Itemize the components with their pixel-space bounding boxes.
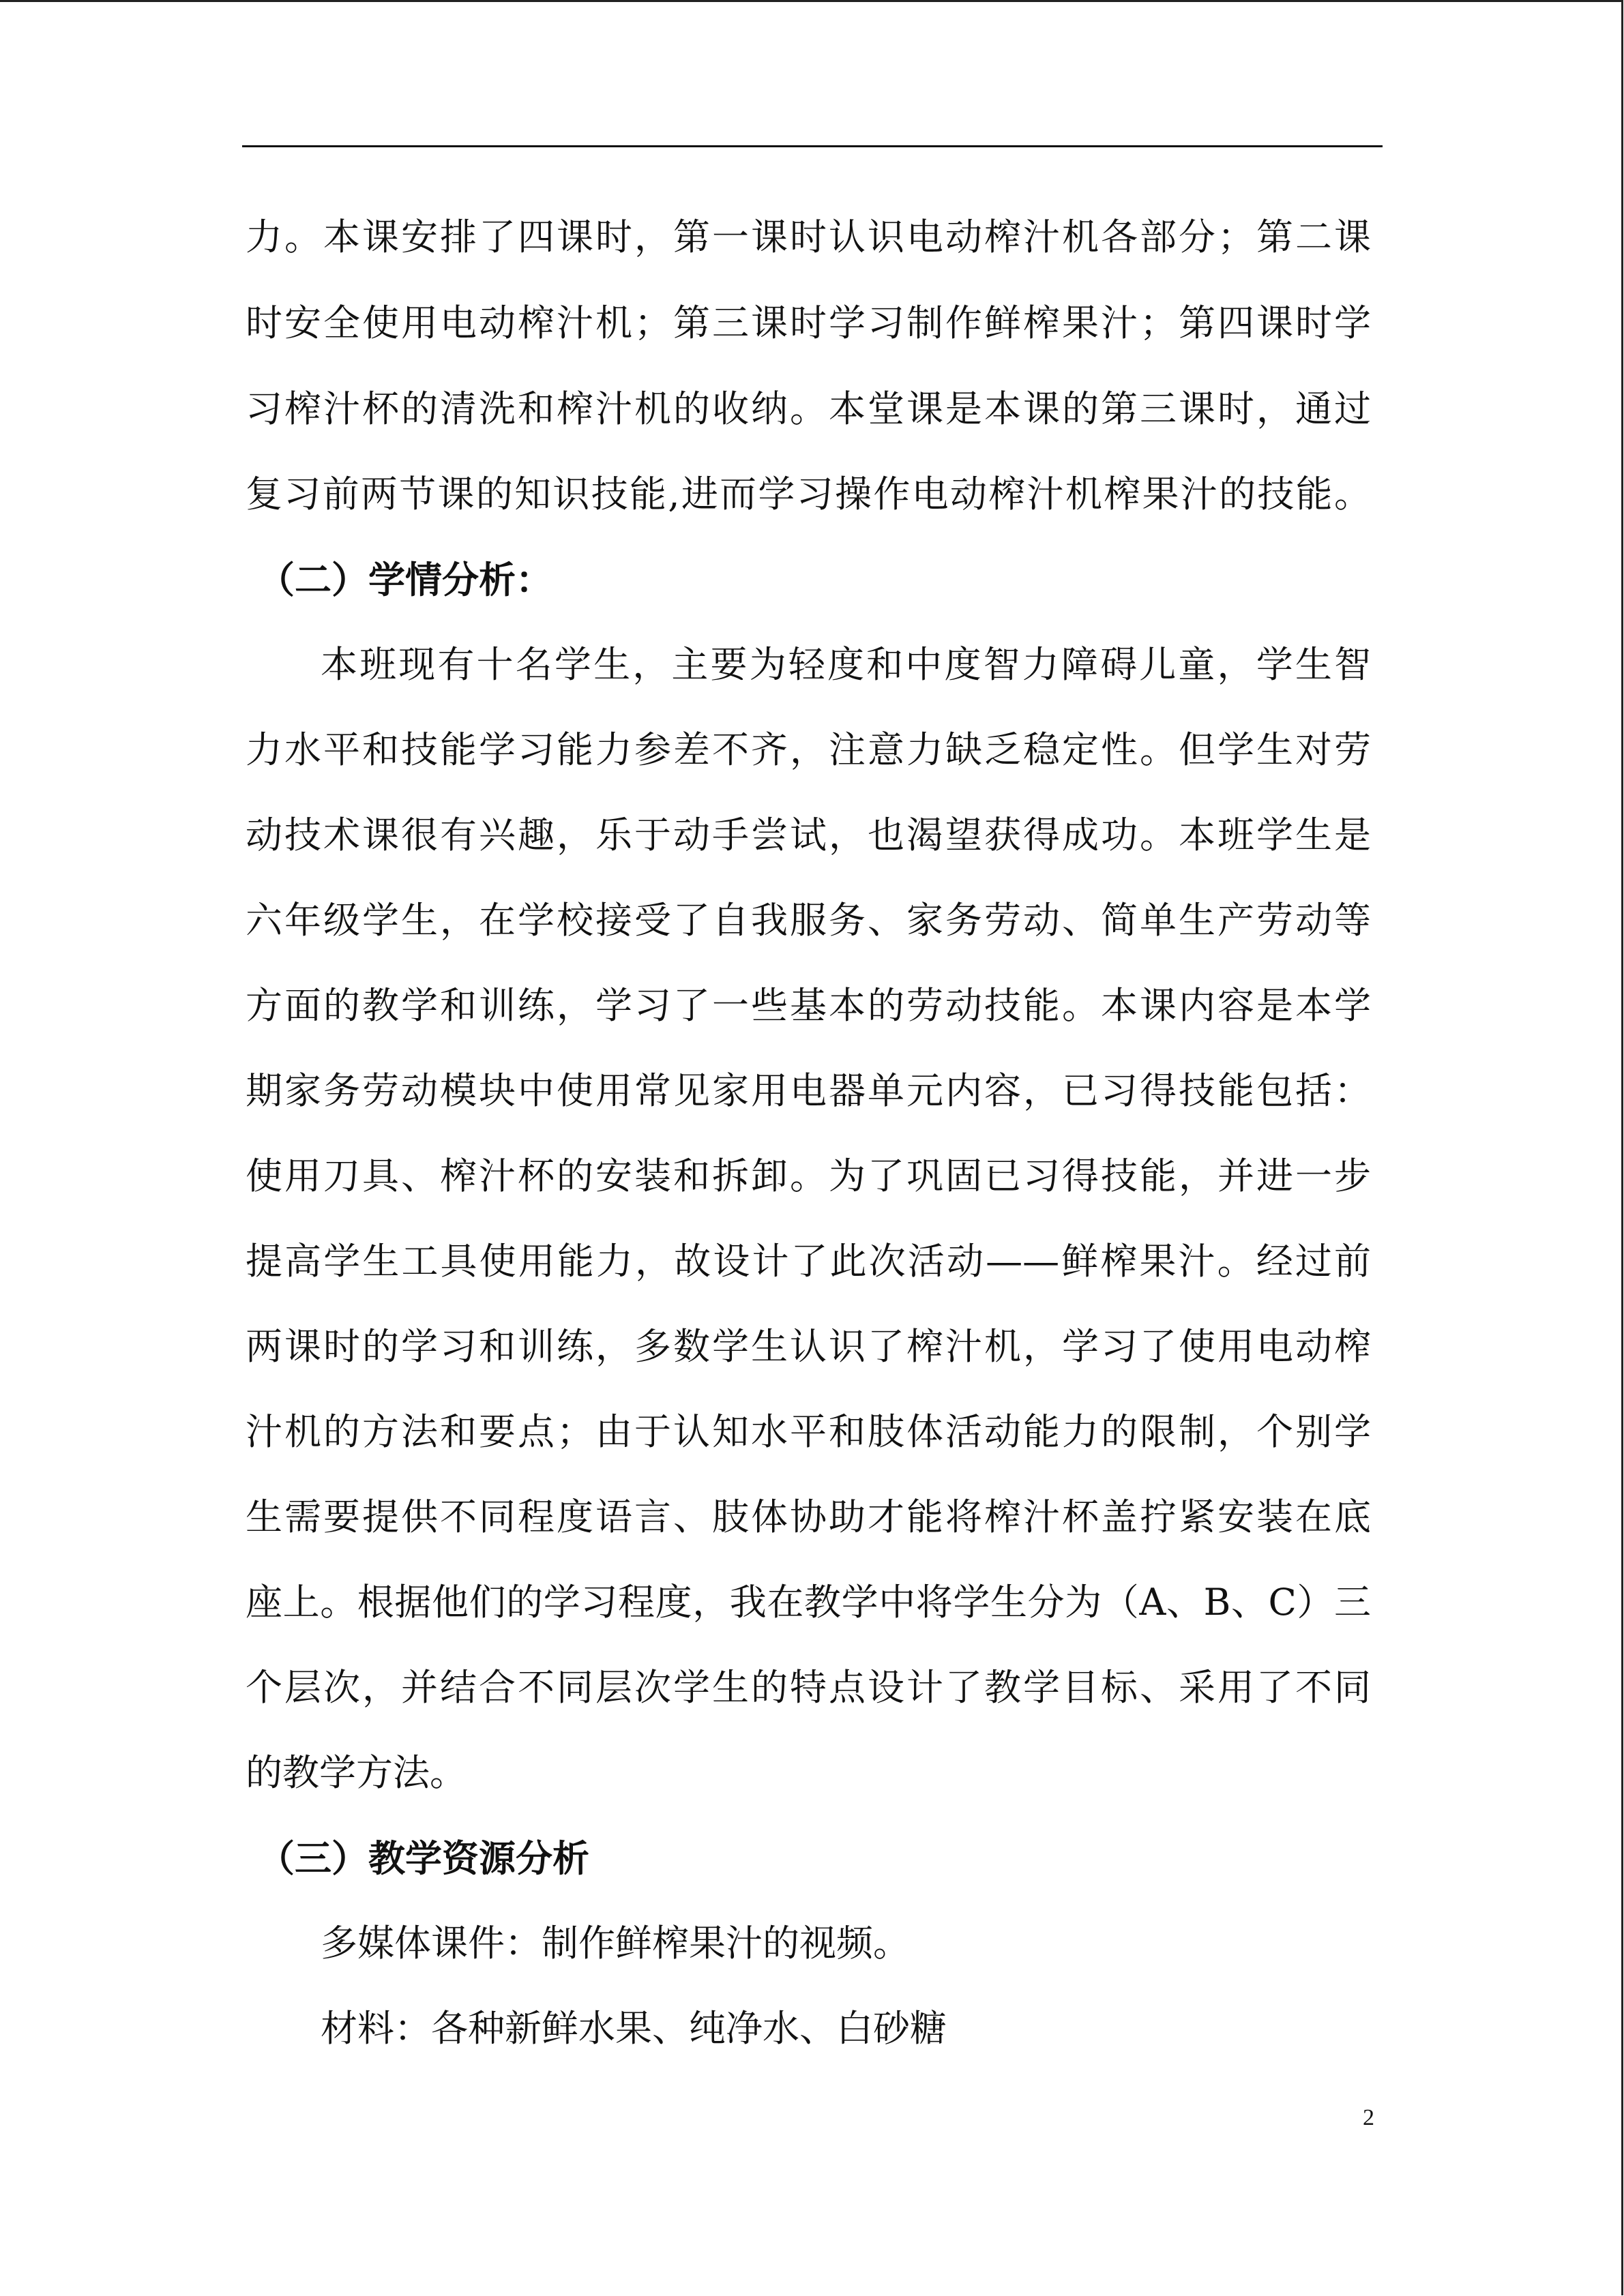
paragraph-line: 本班现有十名学生，主要为轻度和中度智力障碍儿童，学生智 (321, 643, 1371, 686)
paragraph-line: 方面的教学和训练，学习了一些基本的劳动技能。本课内容是本学 (246, 984, 1371, 1027)
paragraph-line: 时安全使用电动榨汁机；第三课时学习制作鲜榨果汁；第四课时学 (246, 301, 1371, 344)
paragraph-line: 期家务劳动模块中使用常见家用电器单元内容，已习得技能包括： (246, 1069, 1371, 1112)
paragraph-line: 复习前两节课的知识技能,进而学习操作电动榨汁机榨果汁的技能。 (246, 473, 1371, 516)
paragraph-line: 汁机的方法和要点；由于认知水平和肢体活动能力的限制，个别学 (246, 1410, 1371, 1453)
paragraph-line: 个层次，并结合不同层次学生的特点设计了教学目标、采用了不同 (246, 1666, 1371, 1709)
paragraph-line: 座上。根据他们的学习程度，我在教学中将学生分为（A、B、C）三 (246, 1581, 1371, 1624)
paragraph-line: 六年级学生，在学校接受了自我服务、家务劳动、简单生产劳动等 (246, 899, 1371, 942)
paragraph-line: 力水平和技能学习能力参差不齐，注意力缺乏稳定性。但学生对劳 (246, 728, 1371, 771)
paragraph-line: 提高学生工具使用能力，故设计了此次活动——鲜榨果汁。经过前 (246, 1240, 1371, 1283)
paragraph-line: 生需要提供不同程度语言、肢体协助才能将榨汁杯盖拧紧安装在底 (246, 1495, 1371, 1538)
paragraph-line: 动技术课很有兴趣，乐于动手尝试，也渴望获得成功。本班学生是 (246, 814, 1371, 856)
page-number: 2 (1363, 2105, 1374, 2130)
paragraph-line: 习榨汁杯的清洗和榨汁机的收纳。本堂课是本课的第三课时，通过 (246, 387, 1371, 430)
paragraph-line: 力。本课安排了四课时，第一课时认识电动榨汁机各部分；第二课 (246, 215, 1371, 258)
paragraph-line: 两课时的学习和训练，多数学生认识了榨汁机，学习了使用电动榨 (246, 1325, 1371, 1368)
paragraph-line: 使用刀具、榨汁杯的安装和拆卸。为了巩固已习得技能，并进一步 (246, 1154, 1371, 1197)
header-rule (242, 145, 1383, 147)
resource-item: 材料：各种新鲜水果、纯净水、白砂糖 (321, 2007, 947, 2050)
resource-item: 多媒体课件：制作鲜榨果汁的视频。 (321, 1922, 910, 1965)
section-heading: （三）教学资源分析 (258, 1836, 589, 1880)
paragraph-line: 的教学方法。 (246, 1751, 467, 1794)
section-heading: （二）学情分析： (258, 558, 552, 601)
